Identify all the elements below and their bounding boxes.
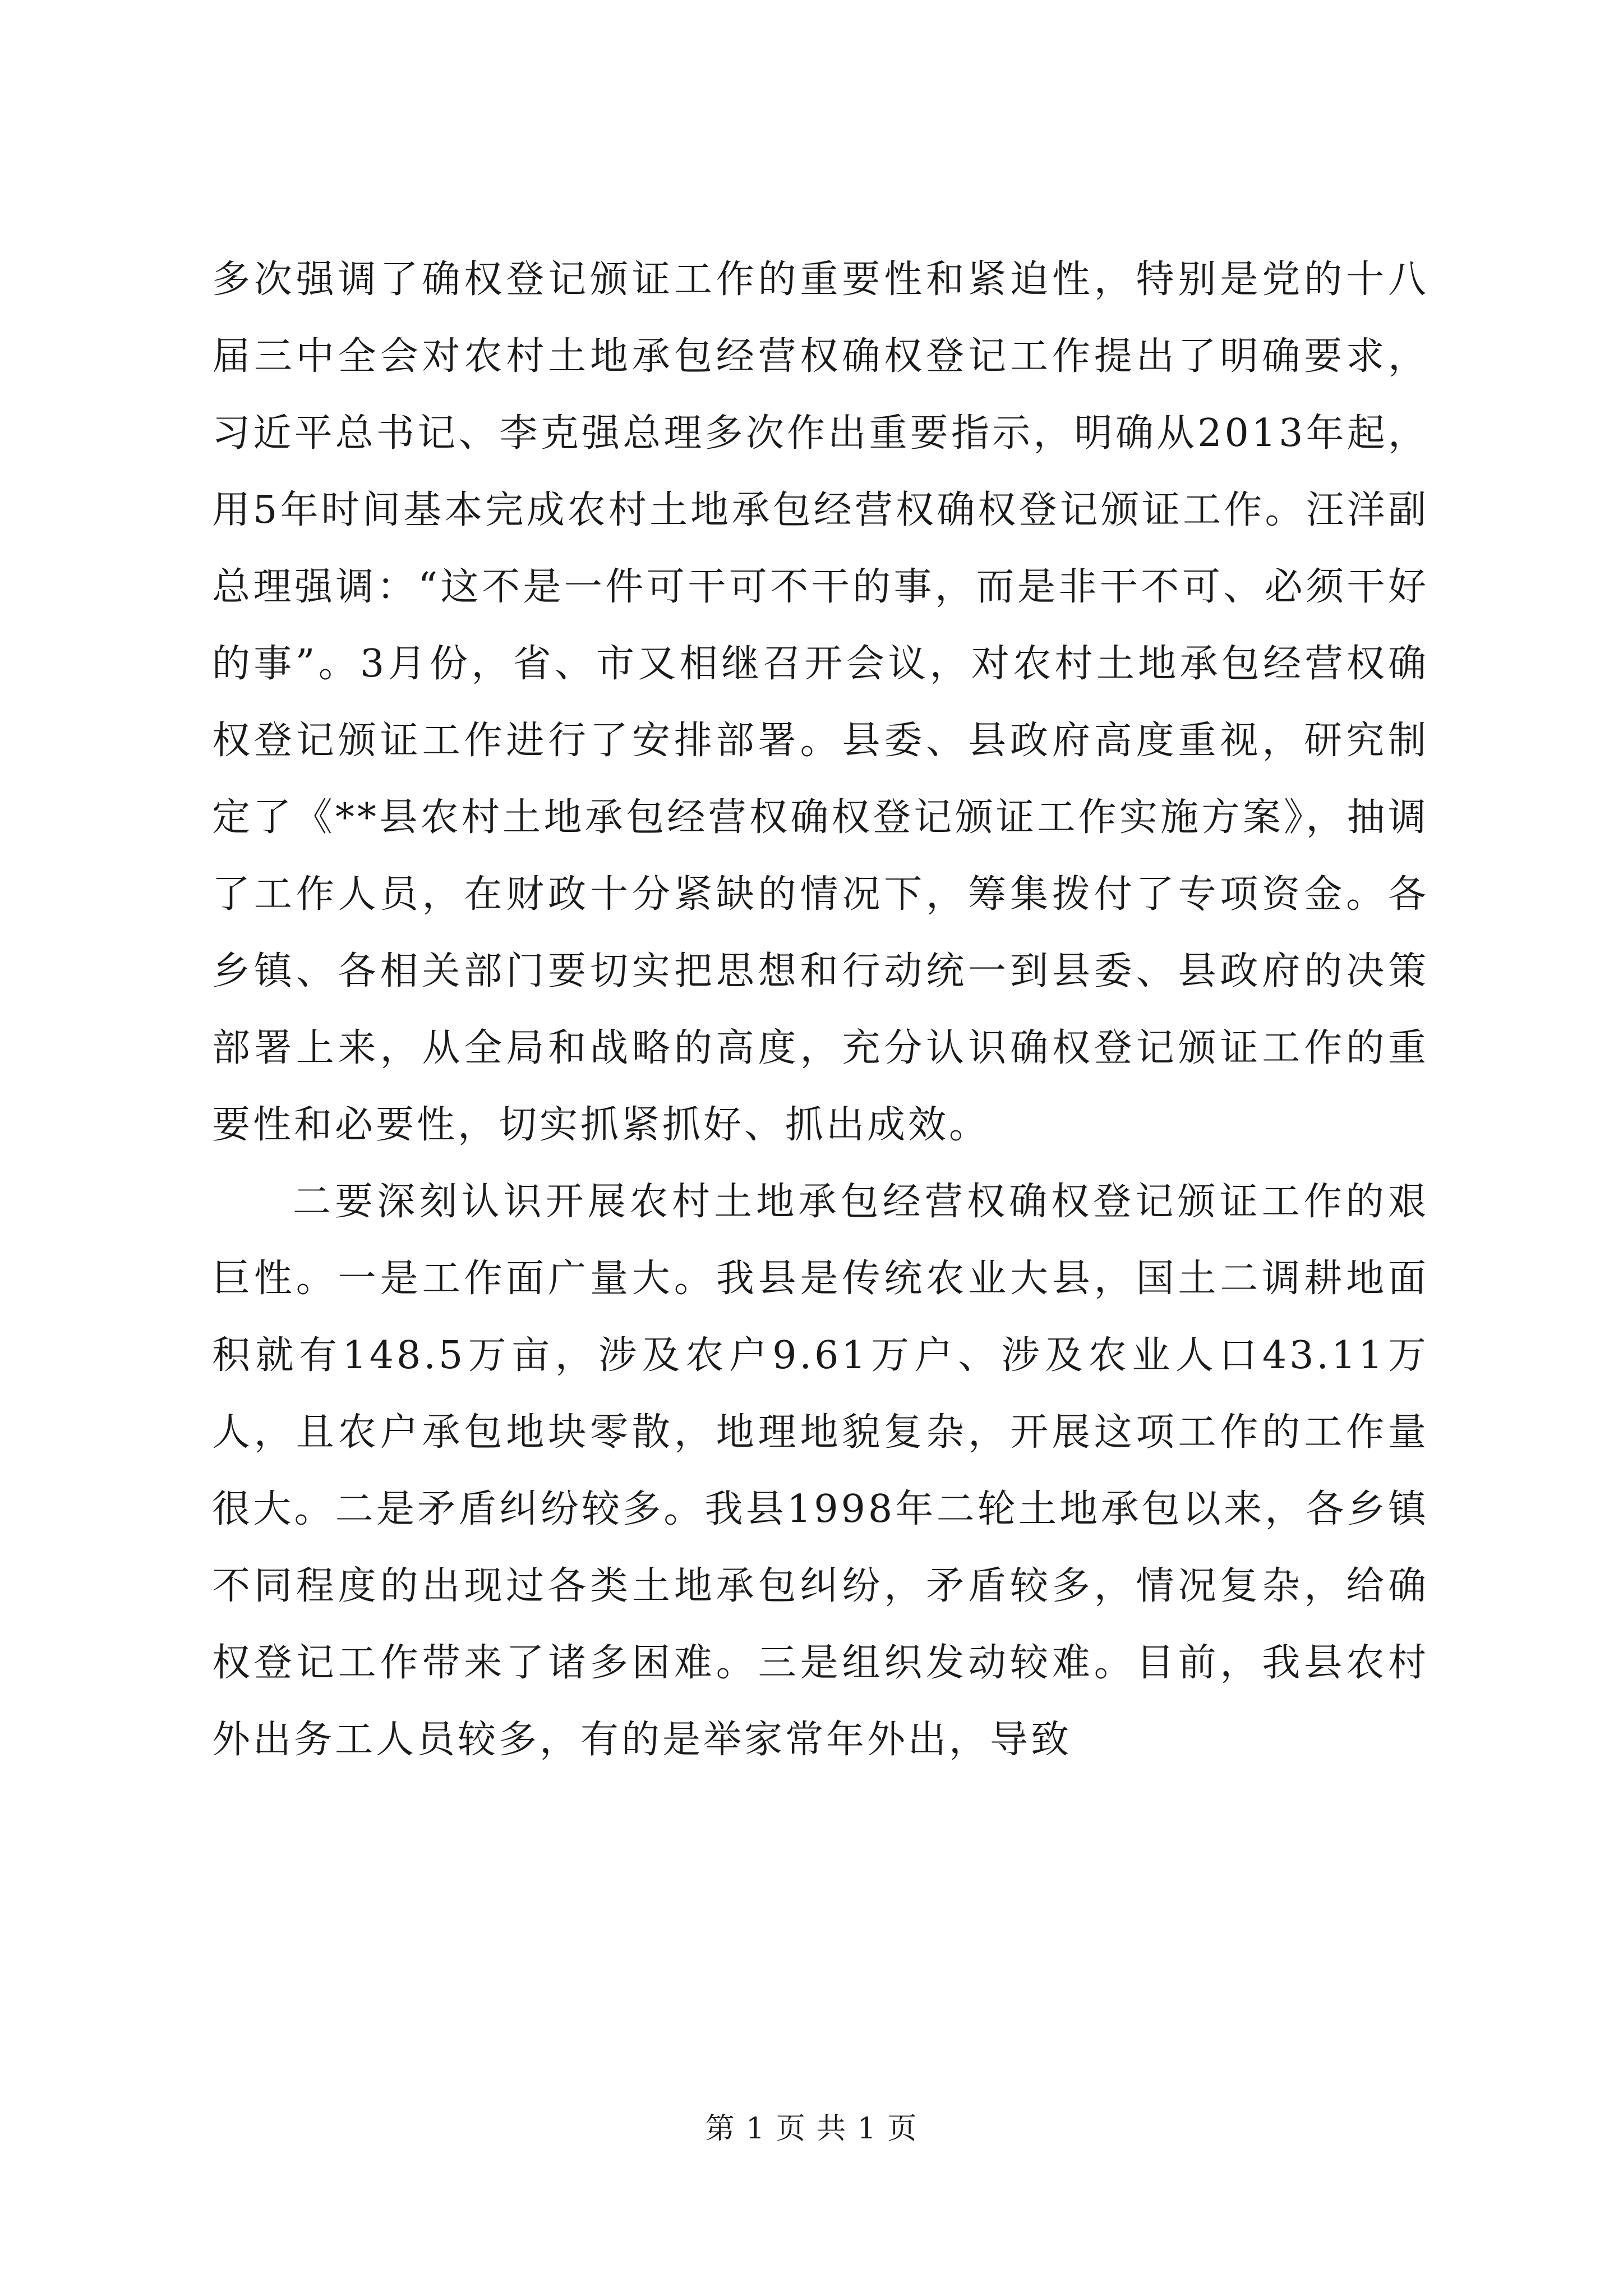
paragraph-2: 二要深刻认识开展农村土地承包经营权确权登记颁证工作的艰巨性。一是工作面广量大。我县是传统农业大县，国土二调耕地面积就有148.5万亩，涉及农户9.61万户、涉及农业人口43.11万人，且农户承包地块零散，地理地貌复杂，开展这项工作的工作量很大。二是矛盾纠纷较多。我县1998年二轮土地承包以来，各乡镇不同程度的出现过各类土地承包纠纷，矛盾较多，情况复杂，给确权登记工作带来了诸多困难。三是组织发动较难。目前，我县农村外出务工人员较多，有的是举家常年外出，导致	[212, 1180, 1429, 1762]
page-footer: 第 1 页 共 1 页	[705, 2112, 918, 2146]
paragraph-1: 多次强调了确权登记颁证工作的重要性和紧迫性，特别是党的十八届三中全会对农村土地承包经营权确权登记工作提出了明确要求，习近平总书记、李克强总理多次作出重要指示，明确从2013年起，用5年时间基本完成农村土地承包经营权确权登记颁证工作。汪洋副总理强调：“这不是一件可干可不干的事，而是非干不可、必须干好的事”。3月份，省、市又相继召开会议，对农村土地承包经营权确权登记颁证工作进行了安排部署。县委、县政府高度重视，研究制定了《**县农村土地承包经营权确权登记颁证工作实施方案》，抽调了工作人员，在财政十分紧缺的情况下，筹集拨付了专项资金。各乡镇、各相关部门要切实把思想和行动统一到县委、县政府的决策部署上来，从全局和战略的高度，充分认识确权登记颁证工作的重要性和必要性，切实抓紧抓好、抓出成效。	[212, 257, 1429, 1147]
document-body	[212, 241, 1429, 1778]
